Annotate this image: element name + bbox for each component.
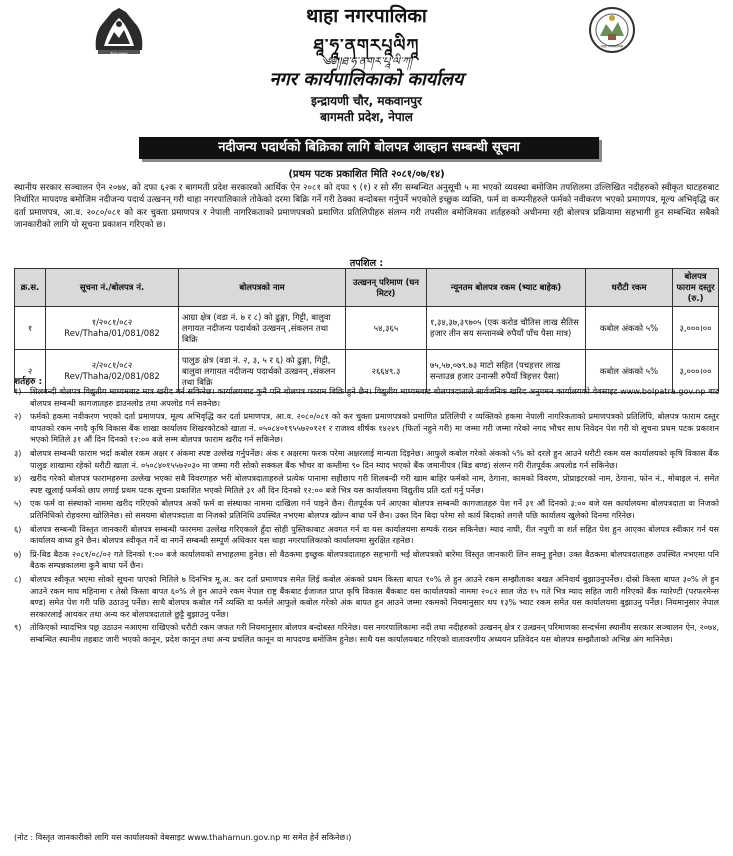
municipality-name: थाहा नगरपालिका: [306, 5, 427, 27]
col-header-min-amount: न्यूनतम बोलपत्र रकम (भ्याट बाहेक): [427, 269, 586, 307]
cell-form-fee: ३,०००।००: [673, 307, 719, 350]
term-text: बोलपत्र स्वीकृत भएमा सोको सूचना पाएको मितिले ७ दिनभित्र मू.अ. कर दर्ता प्रमाणपत्र समेत लिई कबोल अंकको प्रथम किस्ता बापत १०% ले हुन आउने रकम सम्झौताका बखत अनिवार्य बुझाउनुपर्नेछ। दोस्रो किस्ता बापत ३०% ले हुन आउने रकम माघ महिनामा र तेस्रो किस्ता बापत ६०% ले हुन आउने रकम नेपाल राष्ट्र बैंकबाट ईजाजत प्राप्त कृषि विकास बैंकबाट यस कार्यालयको नाममा २०८२ साल जेठ १५ गते भित्र म्याद सहित जारी गरिएको बैंक ग्यारेण्टी (परफरमेन्स बण्ड) समेत पेश गरी पछि उठाउनु पर्नेछ। साथै बोलपत्र कबोल गर्ने व्यक्ति वा फर्मले आफुले कबोल गरेको अंक बापत हुन आउने जम्मा रकमको नियमानुसार थप १३% भ्याट रकम समेत यस कार्यालयमा बुझाउनु पर्नेछ। नियमानुसार नेपाल सरकारलाई आयकर तथा अन्य कर बोलपत्रदाताले छुट्टै बुझाउनु पर्नेछ।: [30, 573, 719, 619]
term-text: बोलपत्र सम्बन्धी फाराम भर्दा कबोल रकम अक्षर र अंकमा स्पष्ट उल्लेख गर्नुपर्नेछ। अंक र अक्षरमा फरक परेमा अक्षरलाई मान्यता दिइनेछ। आफुले कबोल गरेको अंकको ५% को दरले हुन आउने धरौटी रकम यस कार्यालयको कृषि विकास बैंक पालुङ शाखामा रहेको धरौटी खाता नं. ०५०८४०१५५७२०३० मा जम्मा गरी सोको सक्कल बैंक भौचर वा कम्तीमा ९० दिन म्याद भएको बैंक जमानीपत्र (बिड बण्ड) संलग्न गरी रीतपूर्वक अपलोड गर्न सकिनेछ।: [30, 447, 719, 470]
list-item: [14, 386, 719, 409]
cell-deposit: कबोल अंकको ५%: [586, 307, 673, 350]
cell-min-amount: ७५,५७,०७९.७३ माटो सहित (पचहत्तर लाख सन्ताउन्न हजार उनान्सी रुपैयाँ त्रिहत्तर पैसा): [427, 350, 586, 393]
office-name: नगर कार्यपालिकाको कार्यालय: [269, 69, 464, 90]
term-number: ९): [14, 622, 22, 633]
publication-date: (प्रथम पटक प्रकाशित मिति २०८१/०७/१४): [288, 169, 445, 180]
cell-quantity: ५४,३६५: [346, 307, 427, 350]
term-number: २): [14, 411, 22, 422]
cell-deposit: कबोल अंकको ५%: [586, 350, 673, 393]
col-header-sn: क्र.स.: [15, 269, 46, 307]
list-item: [14, 498, 719, 521]
list-item: [14, 622, 719, 645]
municipality-logo-icon: [586, 6, 638, 54]
list-item: [14, 473, 719, 496]
notice-number: १/२०८१/०८२: [91, 317, 133, 327]
term-number: ७): [14, 548, 22, 559]
table-caption: तपशिल :: [349, 258, 384, 269]
col-header-deposit: धरौटी रकम: [586, 269, 673, 307]
list-item: [14, 411, 719, 446]
cell-bid-name: पालुङ क्षेत्र (वडा नं. २, ३, ५ र ६) को ढुङ्गा, गिट्टी, बालुवा लगायत नदीजन्य पदार्थको उत्खनन् ,संकलन तथा बिक्रि: [179, 350, 346, 393]
term-text: खरीद गरेको बोलपत्र फारामहरुमा उल्लेख भएका सबै विवरणहरु भरी बोलपत्रदाताहरुले प्रत्येक पानामा सहीछाप गरी शिलबन्दी गरी खाम बाहिर फर्मको नाम, ठेगाना, कामको विवरण, प्रोप्राइटरको नाम, ठेगाना, फोन नं., मोबाइल नं. समेत स्पष्ट खुलाई फर्मको छाप लगाई प्रथम पटक सूचना प्रकाशित भएको मितिले ३१ औं दिन दिनको १२:०० बजे भित्र यस कार्यालयमा विद्युतीय प्रति दर्ता गर्नु पर्नेछ।: [30, 473, 719, 495]
table-row: [15, 307, 719, 350]
term-number: १): [14, 386, 22, 396]
term-text: तोकिएको म्यादभित्र पछ्र उठाउन नआएमा राखिएको धरौटी रकम जफत गरी नियमानुसार बोलपत्र बन्दोबस्त गरिनेछ। यस नगरपालिकामा नदी तथा नदीहरुको उत्खनन् क्षेत्र र उत्खनन् परिमाणका सन्दर्भमा स्थानीय सरकार सञ्चालन ऐन, २०७४, सम्बन्धित स्थानीय तहबाट जारी भएको कानून, प्रदेश कानून तथा अन्य प्रचलित कानून वा मापदण्ड बमोजिम हुनेछ। साथै यस कार्यालयबाट गरिएको वातावरणीय अध्ययन प्रतिवेदन यस बोलपत्र सम्झौताको अभिन्न अंग मानिनेछ।: [30, 622, 719, 644]
term-number: ६): [14, 523, 22, 534]
cell-form-fee: ३,०००।००: [673, 350, 719, 393]
col-header-form-fee: बोलपत्र फाराम दस्तुर (रु.): [673, 269, 719, 307]
list-item: [14, 549, 719, 572]
term-text: बोलपत्र सम्बन्धी विस्तृत जानकारी बोलपत्र सम्बन्धी फारममा उल्लेख गरिएकाले हुँदा सोही पुस्तिकाबाट अवगत गर्न वा यस कार्यालयमा सम्पर्क राख्न सकिनेछ। म्याद नाघी, रीत नपुगी वा शर्त सहित पेश हुन आएका बोलपत्र स्वीकार गर्न यस कार्यालय बाध्य हुने छैन। बोलपत्र स्वीकृत गर्ने वा नगर्ने सम्बन्धी सम्पूर्ण अधिकार यस थाहा नगरपालिकाको कार्यालयमा सुरक्षित रहनेछ।: [30, 523, 719, 546]
list-item: [14, 524, 719, 547]
notice-number: २/२०८१/०८२: [91, 360, 133, 370]
list-item: [14, 448, 719, 471]
terms-heading: शर्तहरु :: [14, 377, 43, 387]
term-text: शिलबन्दी बोलपत्र विद्युतीय माध्यमबाट मात्र खरीद गर्न सकिनेछ। कार्यालयबाट कुनै पनि बोलपत्र फाराम बिक्रि हुने छैन। विद्युतीय माध्यमबाट बोलपत्रदाताले सार्वजनिक खरिद अनुगमन कार्यालयको वेबसाइट www.bolpatra.gov.np बाट बोलपत्र सम्बन्धी कागजातहरु डाउनलोड तथा अपलोड गर्न सक्नेछ।: [30, 386, 719, 408]
province-line: बागमती प्रदेश, नेपाल: [320, 110, 413, 124]
municipality-name-script: ཐཱ་ཧཱ་ནགརཔཱལིཀཱ: [313, 36, 420, 56]
cell-bid-name: आग्रा क्षेत्र (वडा नं. ७ र ८) को ढुङ्गा, गिट्टी, बालुवा लगायत नदीजन्य पदार्थको उत्खनन् ,संकलन तथा बिक्रि: [179, 307, 346, 350]
cell-sn: २: [15, 350, 46, 393]
bid-number: Rev/Thaha/01/081/082: [64, 328, 160, 338]
term-number: ४): [14, 473, 22, 484]
col-header-quantity: उत्खनन् परिमाण (घन मिटर): [346, 269, 427, 307]
address-line: इन्द्रायणी चौर, मकवानपुर: [311, 94, 422, 108]
letterhead: [0, 0, 733, 160]
terms-list: [14, 386, 719, 647]
right-emblem-label: थाहा नगरपालिका: [600, 44, 624, 49]
list-item: [14, 574, 719, 620]
term-text: प्रि-बिड बैठक २०८१/०८/०२ गते दिनको १:०० बजे कार्यालयको सभाहलमा हुनेछ। सो बैठकमा इच्छुक बोलपत्रदाताहरु सहभागी भई बोलपत्रको बारेमा विस्तृत जानकारी लिन सक्नु हुनेछ। उक्त बैठकमा बोलपत्रदाताहरु उपस्थित नभएमा पनि बैठक सम्पन्नकालमा कुनै बाधा पर्ने छैन।: [30, 548, 719, 571]
cell-sn: १: [15, 307, 46, 350]
municipality-name-tibetan: ༄༅།།ཐ་ཧ་ནགར་པཱ་ལི་ཀ།: [320, 55, 413, 68]
col-header-bid-name: बोलपत्रको नाम: [179, 269, 346, 307]
cell-quantity: २६६४९.३: [346, 350, 427, 393]
cell-notice-no: [46, 307, 179, 350]
left-emblem-label: नेपाल सरकार: [110, 52, 128, 56]
term-number: ५): [14, 498, 22, 509]
table-header-row: [15, 269, 719, 307]
tender-table: [14, 268, 719, 393]
notice-title: नदीजन्य पदार्थको बिक्रिका लागि बोलपत्र आव्हान सम्बन्धी सूचना: [139, 137, 599, 159]
term-text: एक फर्म वा संस्थाको नाममा खरीद गरिएको बोलपत्र अर्को फर्म वा संस्थाका नाममा दाखिला गर्न पाइने छैन। रीतपूर्वक पर्न आएका बोलपत्र सम्बन्धी कागजातहरु पेश गर्ने ३१ औं दिनको ३:०० बजे यस कार्यालयमा बोलपत्रदाता वा निजको प्रतिनिधिको रोहवरमा खोलिनेछ। सो समयमा बोलपत्रदाता वा निजको प्रतिनिधि उपस्थित नभएमा बोलपत्र खोल्न बाधा पर्ने छैन। उक्त दिन बिदा परेमा सो कार्य बिदाको लगत्तै पछि कार्यालय खुलेको दिनमा गरिनेछ।: [30, 498, 719, 520]
cell-min-amount: १,३४,३७,३९७०५ (एक करोड चौतिस लाख सैतिस हजार तीन सय सन्तानब्बे रुपैयाँ पाँच पैसा मात्र): [427, 307, 586, 350]
term-text: फर्मको हकमा नवीकरण भएको दर्ता प्रमाणपत्र, मूल्य अभिवृद्धि कर दर्ता प्रमाणपत्र, आ.व. २०८०/०८१ को कर चुक्ता प्रमाणपत्रको प्रमाणित प्रतिलिपी र व्यक्तिको हकमा नेपाली नागरिकताको प्रमाणपत्रको प्रतिलिपि, बोलपत्र फाराम दस्तुर वापतको रकम नगदै कृषि विकास बैंक शाखा कार्यालय शिखरकोटको खाता नं. ०५०८४०१९५५७२०१२१ र राजश्व शीर्षक १४२४९ (फिर्ता नहुने गरी) मा जम्मा गरी जम्मा गरेको नगद भौचर साथ निवेदन पेश गरी यो सूचना प्रथम पटक प्रकाशन भएको मितिले ३१ औं दिन दिनको १२:०० बजे सम्म बोलपत्र फाराम खरीद गर्न सकिनेछ।: [30, 411, 719, 445]
col-header-notice-no: सूचना नं./बोलपत्र नं.: [46, 269, 179, 307]
bid-number: Rev/Thaha/02/081/082: [64, 371, 160, 381]
intro-paragraph: स्थानीय सरकार सञ्चालन ऐन २०७४, को दफा ६२क र बागमती प्रदेश सरकारको आर्थिक ऐन २०८१ को दफा ९ (१) र सो सँग सम्बन्धित अनुसूची ५ मा भएको व्यवस्था बमोजिम तपशिलमा उल्लिखित नदीहरुको स्वीकृत घाटहरुबाट निर्धारित मापदण्ड बमोजिम नदीजन्य पदार्थ उत्खनन् गरी थाहा नगरपालिकाले तोकेको दरमा बिक्रि गर्ने गरी ठेक्का बन्दोबस्त गर्नुपर्ने भएकोले इच्छुक व्यक्ति, फर्म वा कम्पनीहरुले फर्मको नवीकरण भएको प्रमाणपत्र, मूल्य अभिवृद्धि कर दर्ता प्रमाणपत्र, आ.व. २०८०/०८१ को कर चुक्ता प्रमाणपत्र र नेपाली नागरिकताको प्रमाणपत्रको प्रमाणित प्रतिलिपीहरु संलग्न गरी तपसील बमोजिमका शर्तहरुको अधीनमा रही बोलपत्र प्रक्रियामा सहभागी हुन सम्बन्धित सबैको जानकारीको लागि यो सूचना प्रकाशन गरिएको छ।: [14, 183, 719, 231]
footer-note: (नोट : विस्तृत जानकारीको लागि यस कार्यालयको वेबसाइट www.thahamun.gov.np मा समेत हेर्न सकिनेछ।): [14, 832, 352, 842]
term-number: ३): [14, 447, 22, 458]
term-number: ८): [14, 573, 22, 584]
